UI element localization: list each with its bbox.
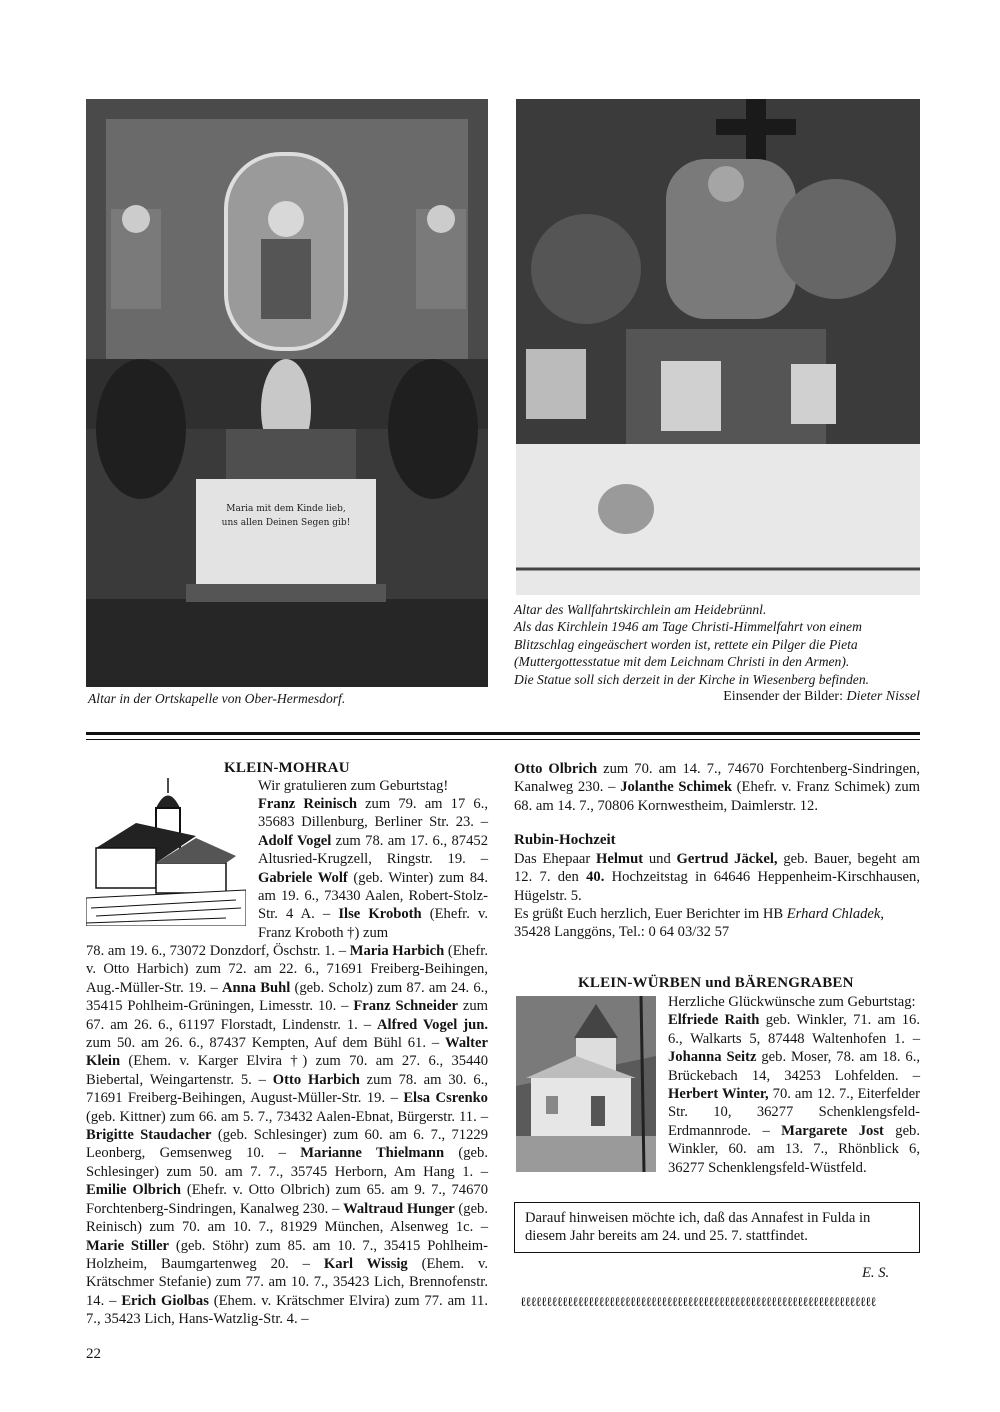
church-sketch-drawing (86, 778, 246, 926)
right-caption-line-4: (Muttergottesstatue mit dem Leichnam Christi in den Armen). (514, 654, 850, 670)
klein-mohrau-heading: KLEIN-MOHRAU (224, 760, 350, 776)
right-photo-caption (514, 601, 924, 688)
chapel-illustration (516, 996, 656, 1172)
decorative-border: ℓℓℓℓℓℓℓℓℓℓℓℓℓℓℓℓℓℓℓℓℓℓℓℓℓℓℓℓℓℓℓℓℓℓℓℓℓℓℓℓℓℓℓℓℓℓℓℓℓℓℓℓℓℓℓℓℓℓℓℓℓℓℓℓℓℓℓℓ (520, 1294, 876, 1309)
rubin-heading: Rubin-Hochzeit (514, 832, 616, 848)
left-altar-illustration (86, 99, 488, 687)
right-altar-photo (516, 99, 920, 595)
klein-wuerben-text-narrow: Herzliche Glückwünsche zum Geburtstag: Elfriede Raith geb. Winkler, 71. am 16. 6., Walkarts 5, 87448 Waltenhofen 1. – Johanna Seitz geb. Moser, 78. am 18. 6., Brückebach 14, 34253 Lohfelden. – Herbert Winter, 70. am 12. 7., Eiterfelder Str. 10, 36277 Schenklengsfeld-Erdmannrode. – Margarete Jost geb. Winkler, 60. am 13. 7., Rhönblick 6, 36277 Schenklengsfeld-Wüstfeld. (668, 994, 920, 1176)
church-sketch (86, 778, 246, 926)
rubin-text: Das Ehepaar Helmut und Gertrud Jäckel, geb. Bauer, begeht am 12. 7. den 40. Hochzeitstag in 64646 Heppenheim-Kirschhausen, Hügelstr. 5. (514, 851, 920, 904)
rubin-greeting (514, 905, 920, 942)
right-caption-line-3: Blitzschlag eingeäschert worden ist, rettete ein Pilger die Pieta (514, 636, 858, 652)
signature: E. S. (862, 1265, 890, 1281)
right-caption-line-1: Altar des Wallfahrtskirchlein am Heidebrünnl. (514, 602, 767, 617)
sender-label: Einsender der Bilder: (723, 689, 843, 704)
left-photo-caption: Altar in der Ortskapelle von Ober-Hermesdorf. (88, 691, 346, 706)
right-caption-line-2: Als das Kirchlein 1946 am Tage Christi-Himmelfahrt von einem (514, 619, 862, 635)
page-number: 22 (86, 1346, 101, 1362)
right-caption-line-5: Die Statue soll sich derzeit in der Kirche in Wiesenberg befinden. (514, 671, 870, 687)
klein-mohrau-birthdays-full: 78. am 19. 6., 73072 Donzdorf, Öschstr. 1. – Maria Harbich (Ehefr. v. Otto Harbich) zum 72. am 22. 6., 71691 Freiberg-Beihingen, Aug.-Müller-Str. 19. – Anna Buhl (geb. Scholz) zum 87. am 24. 6., 35415 Pohlheim-Grüningen, Limesstr. 10. – Franz Schneider zum 67. am 26. 6., 61197 Florstadt, Lindenstr. 1. – Alfred Vogel jun. zum 50. am 26. 6., 87437 Kempten, Auf dem Bühl 61. – Walter Klein (Ehem. v. Karger Elvira †) zum 70. am 27. 6., 35440 Biebertal, Weingartenstr. 5. – Otto Harbich zum 78. am 30. 6., 71691 Freiberg-Beihingen, August-Müller-Str. 19. – Elsa Csrenko (geb. Kittner) zum 66. am 5. 7., 73432 Aalen-Ebnat, Bürgerstr. 11. – Brigitte Staudacher (geb. Schlesinger) zum 60. am 6. 7., 71229 Leonberg, Gemsenweg 10. – Marianne Thielmann (geb. Schlesinger) zum 50. am 7. 7., 35745 Herborn, Am Hang 1. – Emilie Olbrich (Ehefr. v. Otto Olbrich) zum 65. am 9. 7., 74670 Forchtenberg-Sindringen, Kanalweg 230. – Waltraud Hunger (geb. Reinisch) zum 70. am 10. 7., 81929 München, Alsenweg 1c. – Marie Stiller (geb. Stöhr) zum 85. am 10. 7., 35415 Pohlheim-Holzheim, Baumgartenweg 20. – Karl Wissig (Ehem. v. Krätschmer Stefanie) zum 77. am 10. 7., 35423 Lich, Brennofenstr. 14. – Erich Giolbas (Ehem. v. Krätschmer Elvira) zum 77. am 11. 7., 35423 Lich, Hans-Watzlig-Str. 4. – (86, 943, 489, 1328)
photo-sender (514, 688, 920, 705)
altar-inscription-1: Maria mit dem Kinde lieb, (226, 504, 346, 514)
annafest-notice: Darauf hinweisen möchte ich, daß das Annafest in Fulda in diesem Jahr bereits am 24. und 25. 7. stattfindet. (514, 1202, 920, 1253)
klein-wuerben-heading: KLEIN-WÜRBEN und BÄRENGRABEN (578, 975, 854, 991)
sender-name: Dieter Nissel (846, 689, 920, 704)
right-altar-illustration (516, 99, 920, 595)
rubin-greeting-text: Es grüßt Euch herzlich, Euer Berichter im HB (514, 906, 784, 922)
left-altar-photo (86, 99, 488, 687)
reporter-address: 35428 Langgöns, Tel.: 0 64 03/32 57 (514, 924, 730, 941)
reporter-name: Erhard Chladek, (786, 906, 885, 922)
altar-inscription-2: uns allen Deinen Segen gib! (221, 518, 351, 528)
klein-mohrau-continuation: Otto Olbrich zum 70. am 14. 7., 74670 Forchtenberg-Sindringen, Kanalweg 230. – Jolanthe Schimek (Ehefr. v. Franz Schimek) zum 68. am 14. 7., 70806 Kornwestheim, Daimlerstr. 12. (514, 761, 920, 814)
klein-mohrau-intro: Wir gratulieren zum Geburtstag! (258, 778, 449, 794)
chapel-photo (516, 996, 656, 1172)
klein-mohrau-birthdays-indented: Franz Reinisch zum 79. am 17 6., 35683 Dillenburg, Berliner Str. 23. – Adolf Vogel zum 78. am 17. 6., 87452 Altusried-Krugzell, Ringstr. 19. – Gabriele Wolf (geb. Winter) zum 84. am 19. 6., 73430 Aalen, Robert-Stolz-Str. 4 A. – Ilse Kroboth (Ehefr. v. Franz Kroboth †) zum (258, 796, 489, 941)
section-divider-thick (86, 732, 920, 735)
section-divider-thin (86, 739, 920, 740)
